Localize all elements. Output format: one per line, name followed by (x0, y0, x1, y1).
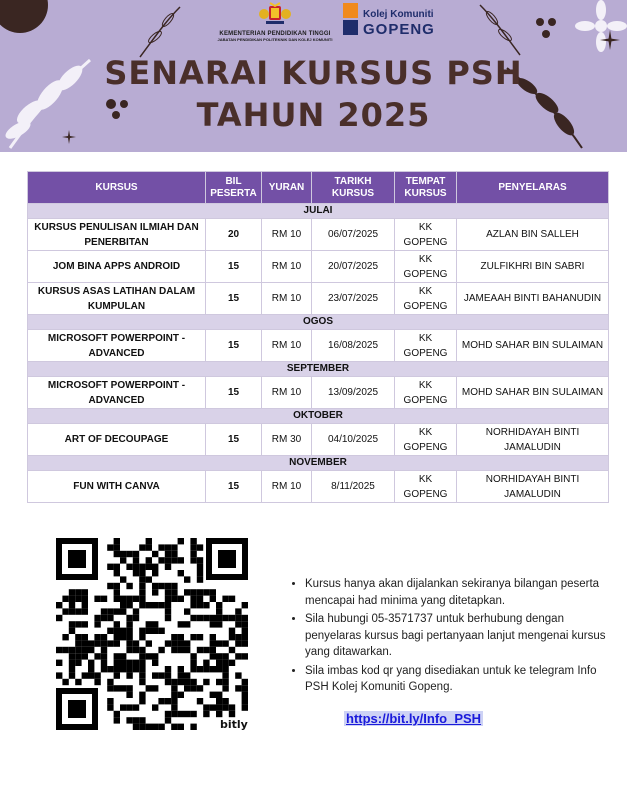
course-name: KURSUS ASAS LATIHAN DALAM KUMPULAN (28, 283, 206, 315)
notes-list (287, 576, 610, 698)
page-title: SENARAI KURSUS PSH (104, 54, 523, 92)
participant-count: 15 (206, 424, 262, 456)
college-mark-icon (343, 3, 360, 37)
course-coordinator: MOHD SAHAR BIN SULAIMAN (457, 330, 609, 362)
course-date: 23/07/2025 (312, 283, 395, 315)
dots-right-icon (532, 12, 562, 42)
course-coordinator: JAMEAAH BINTI BAHANUDIN (457, 283, 609, 315)
course-fee: RM 10 (262, 283, 312, 315)
course-fee: RM 10 (262, 471, 312, 503)
course-coordinator: MOHD SAHAR BIN SULAIMAN (457, 377, 609, 409)
course-name: ART OF DECOUPAGE (28, 424, 206, 456)
month-row (28, 315, 609, 330)
telegram-link[interactable]: https://bit.ly/Info_PSH (346, 711, 482, 726)
participant-count: 15 (206, 283, 262, 315)
course-name: MICROSOFT POWERPOINT - ADVANCED (28, 377, 206, 409)
ministry-name: KEMENTERIAN PENDIDIKAN TINGGI (219, 31, 331, 37)
qr-label: bitly (220, 718, 248, 731)
participant-count: 15 (206, 251, 262, 283)
month-label: OKTOBER (28, 409, 609, 424)
course-coordinator: AZLAN BIN SALLEH (457, 219, 609, 251)
course-name: MICROSOFT POWERPOINT - ADVANCED (28, 330, 206, 362)
course-table (27, 171, 609, 503)
month-label: JULAI (28, 204, 609, 219)
header-bil-peserta: BIL PESERTA (206, 172, 262, 204)
table-header-row (28, 172, 609, 204)
course-venue: KK GOPENG (395, 424, 457, 456)
leaf-sprig-right-icon (470, 0, 530, 60)
month-row (28, 456, 609, 471)
coat-of-arms-icon (258, 2, 292, 26)
month-label: NOVEMBER (28, 456, 609, 471)
header-penyelaras: PENYELARAS (457, 172, 609, 204)
note-item: • Sila imbas kod qr yang disediakan untuk ke telegram Info PSH Kolej Komuniti Gopeng. (305, 663, 610, 696)
college-logo (343, 3, 437, 39)
sparkle-right-icon (600, 30, 620, 50)
course-date: 04/10/2025 (312, 424, 395, 456)
course-date: 16/08/2025 (312, 330, 395, 362)
course-date: 06/07/2025 (312, 219, 395, 251)
dark-circle-icon (0, 0, 50, 35)
course-venue: KK GOPENG (395, 330, 457, 362)
course-coordinator: NORHIDAYAH BINTI JAMALUDIN (457, 471, 609, 503)
participant-count: 15 (206, 330, 262, 362)
course-name: JOM BINA APPS ANDROID (28, 251, 206, 283)
month-row (28, 362, 609, 377)
course-venue: KK GOPENG (395, 471, 457, 503)
course-date: 20/07/2025 (312, 251, 395, 283)
course-fee: RM 10 (262, 219, 312, 251)
department-name: JABATAN PENDIDIKAN POLITEKNIK DAN KOLEJ KOMUNITI (217, 37, 333, 42)
course-fee: RM 10 (262, 330, 312, 362)
course-venue: KK GOPENG (395, 377, 457, 409)
header-kursus: KURSUS (28, 172, 206, 204)
table-row (28, 219, 609, 251)
course-fee: RM 10 (262, 251, 312, 283)
month-label: SEPTEMBER (28, 362, 609, 377)
participant-count: 15 (206, 471, 262, 503)
table-row (28, 283, 609, 315)
course-coordinator: ZULFIKHRI BIN SABRI (457, 251, 609, 283)
course-name: KURSUS PENULISAN ILMIAH DAN PENERBITAN (28, 219, 206, 251)
month-row (28, 409, 609, 424)
qr-code[interactable] (52, 534, 252, 734)
note-item: • Kursus hanya akan dijalankan sekiranya bilangan peserta mencapai had minima yang ditetapkan. (305, 576, 610, 609)
table-row (28, 424, 609, 456)
page-subtitle: TAHUN 2025 (196, 96, 431, 134)
course-fee: RM 10 (262, 377, 312, 409)
ministry-logo (200, 2, 350, 42)
participant-count: 20 (206, 219, 262, 251)
header-yuran: YURAN (262, 172, 312, 204)
table-row (28, 251, 609, 283)
course-date: 13/09/2025 (312, 377, 395, 409)
note-item: • Sila hubungi 05-3571737 untuk berhubung dengan penyelaras kursus bagi pertanyaan lanjut mengenai kursus yang ditawarkan. (305, 611, 610, 661)
course-venue: KK GOPENG (395, 283, 457, 315)
college-name-line1: Kolej Komuniti (363, 9, 434, 20)
college-name-line2: GOPENG (363, 21, 435, 38)
course-fee: RM 30 (262, 424, 312, 456)
table-row (28, 471, 609, 503)
month-label: OGOS (28, 315, 609, 330)
table-row (28, 377, 609, 409)
month-row (28, 204, 609, 219)
header-tarikh: TARIKH KURSUS (312, 172, 395, 204)
header-banner (0, 0, 627, 152)
table-row (28, 330, 609, 362)
course-venue: KK GOPENG (395, 219, 457, 251)
participant-count: 15 (206, 377, 262, 409)
course-coordinator: NORHIDAYAH BINTI JAMALUDIN (457, 424, 609, 456)
course-name: FUN WITH CANVA (28, 471, 206, 503)
header-tempat: TEMPAT KURSUS (395, 172, 457, 204)
leaf-sprig-icon (130, 2, 190, 62)
course-date: 8/11/2025 (312, 471, 395, 503)
course-venue: KK GOPENG (395, 251, 457, 283)
